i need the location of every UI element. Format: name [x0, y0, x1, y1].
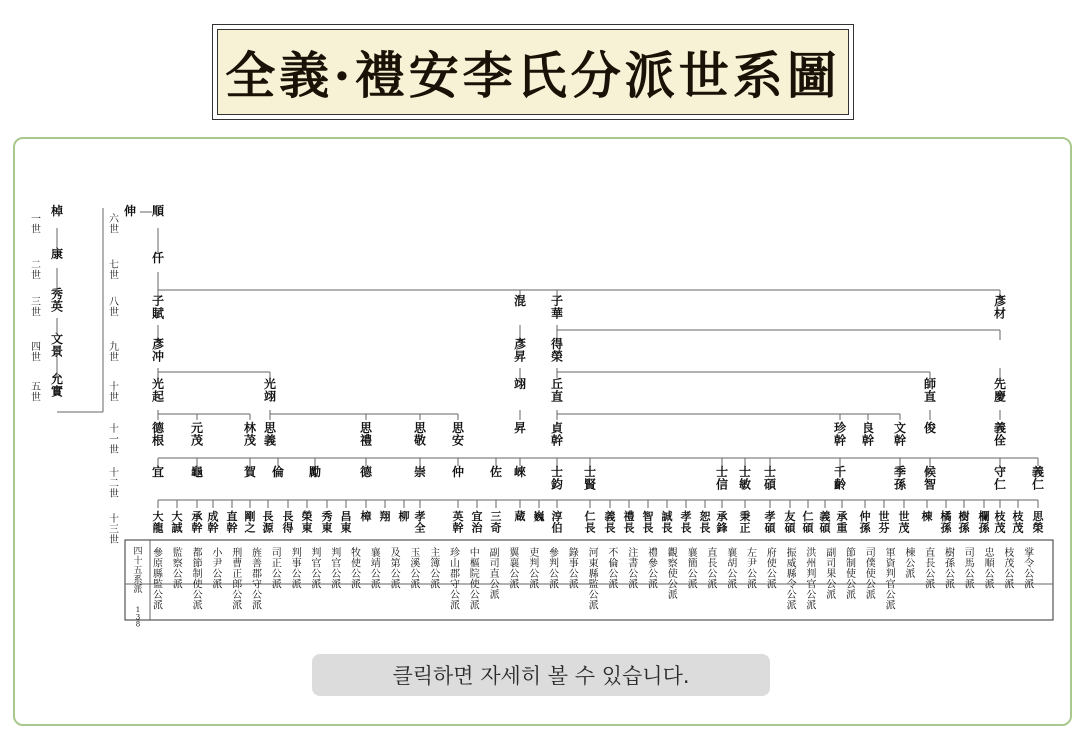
- generation-label-4: 四世: [31, 342, 41, 364]
- branch-name-37: 司僕使公派: [865, 548, 876, 601]
- person-gen13-32: 友碩: [784, 510, 796, 535]
- branch-table-label: 四十五系派: [133, 547, 143, 595]
- generation-label-12: 十二世: [109, 468, 119, 500]
- branch-name-38: 軍資判官公派: [885, 548, 896, 612]
- person-gen9-2: 彥昇: [513, 337, 527, 364]
- person-gen9-1: 彥冲: [151, 337, 165, 364]
- person-gen13-38: 世茂: [898, 510, 910, 535]
- early-ancestor-3: 秀英: [50, 287, 64, 314]
- person-gen13-10: 秀東: [321, 510, 333, 535]
- branch-name-39: 棟公派: [905, 548, 916, 580]
- person-gen13-6: 剛之: [244, 510, 256, 535]
- person-gen13-44: 枝茂: [1012, 510, 1024, 535]
- branch-name-43: 忠順公派: [984, 548, 995, 591]
- person-gen13-7: 長源: [262, 510, 274, 535]
- branch-name-18: 副司直公派: [489, 548, 500, 601]
- generation-label-8: 八世: [109, 297, 119, 319]
- person-gen13-11: 昌東: [340, 510, 352, 535]
- person-gen13-14: 柳: [398, 510, 410, 523]
- branch-name-28: 襄簡公派: [687, 548, 698, 591]
- branch-name-24: 不倫公派: [608, 548, 619, 591]
- branch-name-21: 參判公派: [549, 548, 559, 591]
- person-gen10-3: 翊: [513, 377, 527, 391]
- branch-name-35: 副司果公派: [826, 548, 837, 601]
- branch-name-36: 節制使公派: [846, 548, 856, 601]
- person-gen11-9: 貞幹: [550, 421, 564, 448]
- person-gen12-9: 佐: [489, 465, 503, 479]
- branch-name-29: 直長公派: [707, 548, 718, 591]
- person-gen13-40: 橘孫: [940, 510, 952, 535]
- person-gen13-27: 孝長: [680, 510, 692, 535]
- person-gen8-1: 子賦: [151, 294, 165, 321]
- person-gen13-9: 榮東: [301, 510, 313, 535]
- generation-label-13: 十三世: [109, 514, 119, 546]
- person-gen13-30: 秉正: [739, 510, 751, 535]
- person-gen10-2: 光翊: [263, 377, 277, 404]
- person-gen13-12: 樟: [360, 510, 372, 523]
- branch-name-22: 錄事公派: [568, 548, 579, 591]
- ancestor-gen7-a: 順: [151, 204, 165, 218]
- early-ancestor-2: 康: [50, 247, 64, 261]
- person-gen12-14: 士敏: [738, 465, 752, 492]
- branch-name-14: 玉溪公派: [410, 548, 421, 591]
- person-gen11-6: 思敬: [413, 421, 427, 448]
- branch-name-33: 振威縣令公派: [786, 548, 797, 612]
- generation-label-5: 五世: [31, 382, 41, 404]
- branch-name-13: 及第公派: [390, 548, 401, 591]
- branch-name-30: 襄胡公派: [727, 548, 738, 591]
- generation-label-3: 三世: [31, 297, 41, 319]
- person-gen13-39: 棟: [921, 510, 933, 523]
- person-gen11-5: 思禮: [359, 421, 373, 448]
- person-gen12-5: 勵: [308, 465, 322, 479]
- person-gen11-2: 元茂: [190, 421, 204, 448]
- person-gen12-7: 崇: [413, 465, 427, 479]
- person-gen13-35: 承重: [836, 510, 848, 535]
- person-gen13-28: 恕長: [699, 510, 711, 535]
- person-gen13-15: 孝全: [414, 510, 426, 535]
- person-gen12-17: 季孫: [893, 465, 907, 492]
- branch-name-41: 樹孫公派: [945, 548, 955, 591]
- generation-label-10: 十世: [109, 382, 119, 404]
- person-gen12-16: 千齡: [833, 465, 847, 492]
- person-gen11-10: 珍幹: [833, 421, 847, 448]
- branch-table-count: 1 3 8: [135, 606, 141, 629]
- branch-name-31: 左尹公派: [747, 548, 757, 591]
- person-gen12-8: 仲: [451, 465, 465, 479]
- branch-name-5: 刑曹正郎公派: [232, 548, 243, 612]
- person-gen13-26: 誠長: [661, 510, 673, 535]
- person-gen12-15: 士碩: [763, 465, 777, 492]
- page-title: 全義·禮安李氏分派世系圖: [225, 46, 841, 105]
- generation-label-7: 七世: [109, 260, 119, 282]
- branch-name-7: 司正公派: [271, 548, 282, 591]
- person-gen13-16: 英幹: [452, 510, 464, 535]
- person-gen12-1: 宜: [151, 465, 165, 479]
- person-gen10-1: 光起: [151, 377, 165, 404]
- person-gen11-14: 義佺: [993, 421, 1007, 448]
- person-gen13-37: 世芬: [878, 510, 890, 535]
- branch-name-11: 牧使公派: [351, 548, 361, 591]
- person-gen11-8: 昇: [513, 421, 527, 435]
- person-gen13-42: 欄孫: [978, 510, 990, 535]
- person-gen13-31: 孝碩: [764, 510, 776, 535]
- branch-name-3: 都節制使公派: [192, 548, 203, 612]
- person-gen13-21: 淳伯: [551, 510, 563, 535]
- ancestor-gen6: 伸: [123, 204, 137, 218]
- person-gen12-11: 士鈞: [550, 465, 564, 492]
- person-gen11-7: 思安: [451, 421, 465, 448]
- early-ancestor-4: 文景: [50, 332, 64, 359]
- person-gen10-xianqing: 先慶: [993, 377, 1007, 404]
- person-gen12-2: 龜: [190, 465, 204, 479]
- person-gen13-45: 思榮: [1032, 510, 1044, 535]
- person-gen12-10: 崍: [513, 465, 527, 479]
- person-gen13-5: 直幹: [226, 510, 238, 535]
- person-gen13-18: 三奇: [490, 510, 502, 535]
- view-detail-label: 클릭하면 자세히 볼 수 있습니다.: [392, 664, 690, 688]
- early-ancestor-5: 允實: [50, 372, 64, 399]
- branch-name-23: 河東縣監公派: [588, 548, 599, 612]
- person-gen13-1: 大龍: [152, 510, 164, 535]
- person-gen12-20: 義仁: [1031, 465, 1045, 492]
- person-gen13-3: 承幹: [191, 510, 203, 535]
- branch-name-34: 洪州判官公派: [806, 548, 817, 612]
- person-gen13-43: 枝茂: [994, 510, 1006, 535]
- generation-label-11: 十一世: [109, 424, 119, 456]
- branch-name-45: 掌令公派: [1024, 548, 1035, 591]
- generation-label-1: 一世: [31, 214, 41, 236]
- person-gen13-25: 智長: [642, 510, 654, 535]
- branch-name-2: 監察公派: [172, 548, 183, 591]
- person-gen12-18: 候智: [923, 465, 937, 492]
- person-gen11-1: 德根: [151, 421, 165, 448]
- person-gen11-13: 俊: [923, 421, 937, 435]
- branch-name-19: 翼襄公派: [509, 548, 520, 591]
- generation-label-6: 六世: [109, 214, 119, 236]
- branch-name-27: 觀察使公派: [667, 548, 678, 601]
- person-gen13-22: 仁長: [584, 510, 596, 535]
- person-gen13-13: 翔: [379, 510, 391, 523]
- person-gen12-3: 賀: [243, 465, 257, 479]
- view-detail-button[interactable]: [312, 654, 770, 696]
- person-gen13-41: 樹孫: [958, 510, 970, 535]
- person-gen13-20: 巍: [533, 510, 545, 523]
- person-gen8-4: 彥材: [993, 294, 1007, 321]
- person-gen13-2: 大誠: [171, 510, 183, 535]
- person-gen13-24: 禮長: [623, 510, 635, 535]
- branch-name-10: 判官公派: [331, 548, 342, 591]
- person-gen13-19: 蔵: [514, 510, 526, 523]
- branch-name-42: 司馬公派: [964, 548, 975, 591]
- person-gen13-36: 仲孫: [859, 510, 871, 535]
- person-gen8-2: 混: [513, 294, 527, 308]
- person-gen11-4: 思義: [263, 421, 277, 448]
- person-gen12-6: 德: [359, 465, 373, 479]
- generation-label-2: 二世: [31, 260, 41, 282]
- person-gen9-3: 得榮: [550, 337, 564, 364]
- person-gen8-3: 子華: [550, 294, 564, 321]
- branch-name-44: 枝茂公派: [1004, 548, 1015, 591]
- ancestor-gen7-b: 仟: [151, 251, 165, 265]
- branch-name-12: 襄靖公派: [370, 548, 381, 591]
- person-gen13-8: 長得: [282, 510, 294, 535]
- branch-name-1: 參原縣監公派: [153, 548, 163, 612]
- branch-name-17: 中樞院使公派: [469, 548, 480, 612]
- branch-name-32: 府使公派: [766, 548, 777, 591]
- person-gen13-17: 宜治: [471, 510, 483, 535]
- branch-name-6: 旌善郡守公派: [252, 548, 262, 612]
- person-gen10-5: 師直: [923, 377, 937, 404]
- person-gen11-3: 林茂: [243, 421, 257, 448]
- branch-name-15: 主簿公派: [430, 548, 441, 591]
- person-gen13-34: 義碩: [819, 510, 831, 535]
- branch-name-20: 吏判公派: [529, 548, 540, 591]
- person-gen13-23: 義長: [604, 510, 616, 535]
- branch-name-8: 判事公派: [291, 548, 302, 591]
- person-gen13-33: 仁碩: [802, 510, 814, 535]
- person-gen11-11: 良幹: [861, 421, 875, 448]
- person-gen13-4: 成幹: [207, 510, 219, 535]
- person-gen10-4: 丘直: [550, 377, 564, 404]
- person-gen12-12: 士賢: [583, 465, 597, 492]
- person-gen12-13: 士信: [715, 465, 729, 492]
- branch-name-16: 珍山郡守公派: [450, 548, 460, 612]
- branch-name-25: 注書公派: [628, 548, 639, 591]
- branch-name-4: 小尹公派: [212, 548, 223, 591]
- branch-name-40: 直長公派: [925, 548, 936, 591]
- person-gen12-19: 守仁: [993, 465, 1007, 492]
- early-ancestor-1: 棹: [50, 204, 64, 218]
- branch-name-9: 判官公派: [311, 548, 322, 591]
- person-gen12-4: 倫: [271, 465, 285, 479]
- branch-name-26: 禮參公派: [648, 548, 658, 591]
- generation-label-9: 九世: [109, 342, 119, 364]
- person-gen11-12: 文幹: [893, 421, 907, 448]
- person-gen13-29: 承鋒: [716, 510, 728, 535]
